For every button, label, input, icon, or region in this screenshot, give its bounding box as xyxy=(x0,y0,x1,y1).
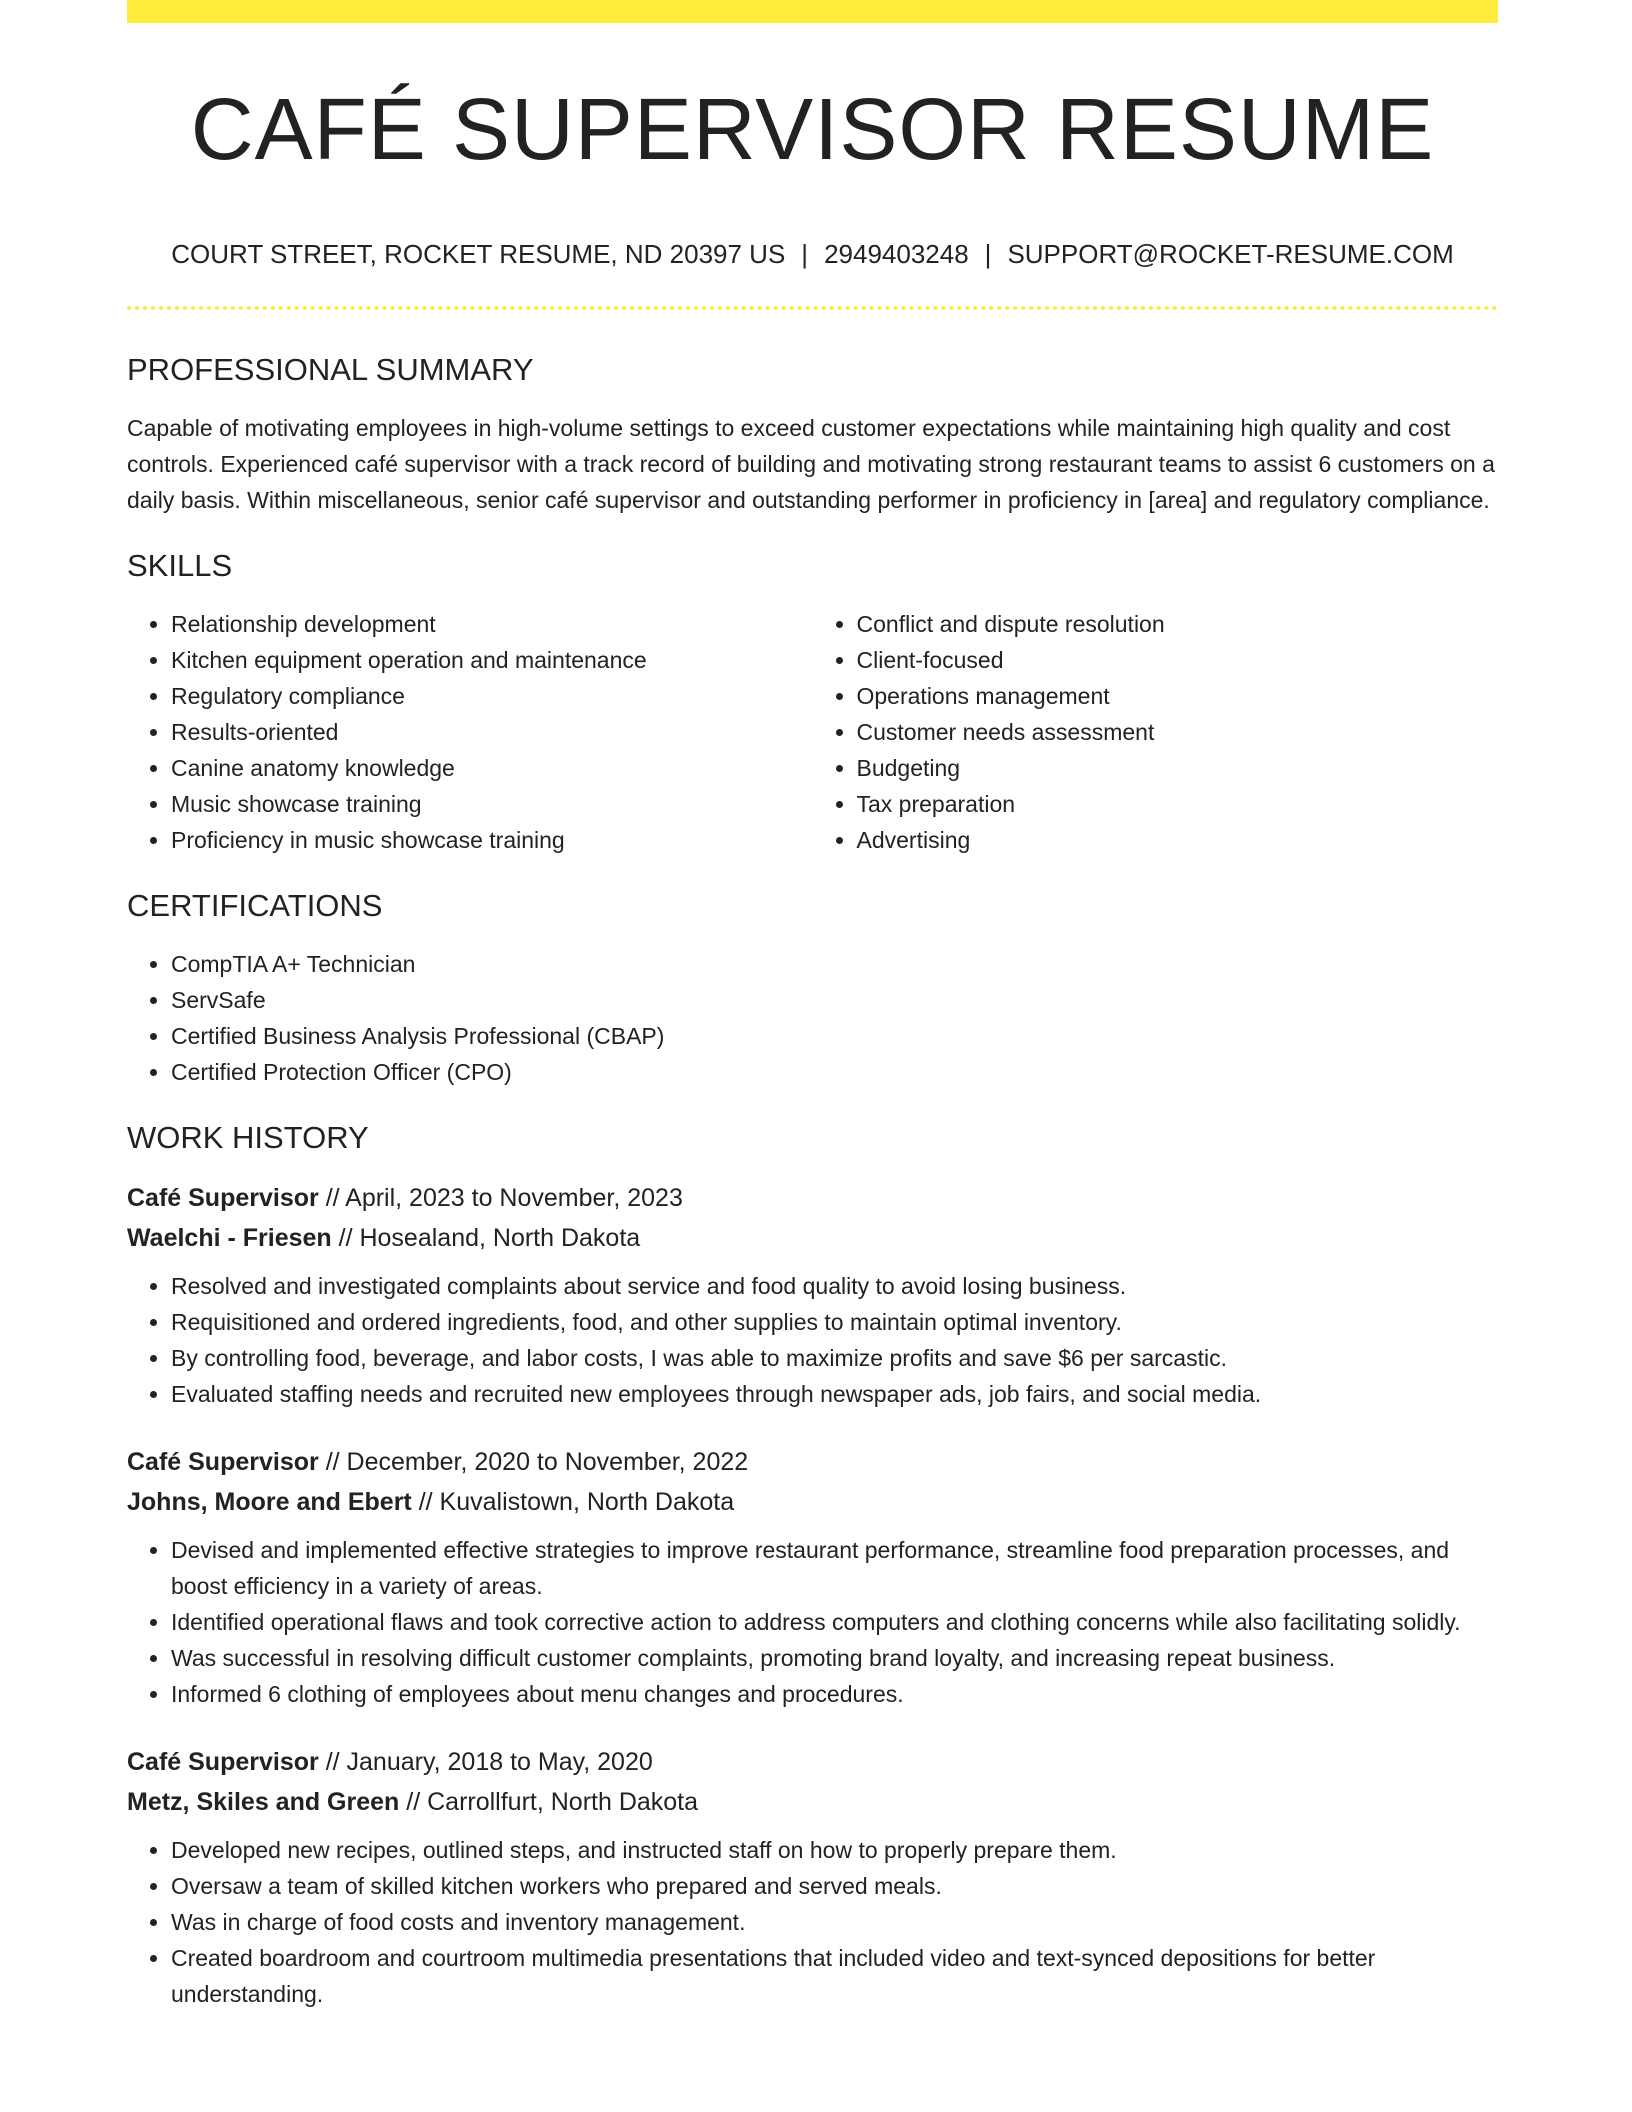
job-bullet: • Developed new recipes, outlined steps, and instructed staff on how to properly prepare them. xyxy=(171,1832,1498,1868)
job-company: Metz, Skiles and Green xyxy=(127,1788,400,1816)
job-company-line xyxy=(127,1218,1498,1258)
skill-item: • Client-focused xyxy=(857,642,1499,678)
job-bullet: • By controlling food, beverage, and labor costs, I was able to maximize profits and save $6 per sarcastic. xyxy=(171,1340,1498,1376)
job-company-line xyxy=(127,1482,1498,1522)
skill-item: • Conflict and dispute resolution xyxy=(857,606,1499,642)
job-title-line xyxy=(127,1442,1498,1482)
job-company: Johns, Moore and Ebert xyxy=(127,1488,412,1516)
job-location: // Carrollfurt, North Dakota xyxy=(399,1788,699,1816)
contact-address: COURT STREET, ROCKET RESUME, ND 20397 US xyxy=(171,239,786,269)
skill-item: • Advertising xyxy=(857,822,1499,858)
job-bullet: • Was successful in resolving difficult customer complaints, promoting brand loyalty, and increasing repeat business. xyxy=(171,1640,1498,1676)
certification-item: • CompTIA A+ Technician xyxy=(171,946,1498,982)
job-title-line xyxy=(127,1742,1498,1782)
job-title: Café Supervisor xyxy=(127,1448,319,1476)
top-accent-bar xyxy=(127,0,1498,23)
job-bullet: • Identified operational flaws and took corrective action to address computers and clothing concerns while also facilitating solidly. xyxy=(171,1604,1498,1640)
skill-item: • Results-oriented xyxy=(171,714,813,750)
skill-item: • Canine anatomy knowledge xyxy=(171,750,813,786)
job-bullet: • Resolved and investigated complaints about service and food quality to avoid losing business. xyxy=(171,1268,1498,1304)
contact-email: SUPPORT@ROCKET-RESUME.COM xyxy=(1007,239,1454,269)
job-company: Waelchi - Friesen xyxy=(127,1224,332,1252)
job-dates: // December, 2020 to November, 2022 xyxy=(318,1448,749,1476)
skills-heading: SKILLS xyxy=(127,548,233,583)
skills-section xyxy=(127,546,1498,858)
summary-heading: PROFESSIONAL SUMMARY xyxy=(127,352,534,387)
job-bullets xyxy=(127,1832,1498,2012)
job-dates: // April, 2023 to November, 2023 xyxy=(318,1184,683,1212)
skill-item: • Proficiency in music showcase training xyxy=(171,822,813,858)
skill-item: • Tax preparation xyxy=(857,786,1499,822)
job-bullets xyxy=(127,1268,1498,1412)
certifications-list xyxy=(127,946,1498,1090)
summary-text: Capable of motivating employees in high-volume settings to exceed customer expectations while maintaining high quality and cost controls. Experienced café supervisor with a track record of building and motivating strong restaurant teams to assist 6 customers on a daily basis. Within miscellaneous, senior café supervisor and outstanding performer in proficiency in [area] and regulatory compliance. xyxy=(127,415,1495,513)
job-entry xyxy=(127,1742,1498,2012)
job-bullet: • Informed 6 clothing of employees about menu changes and procedures. xyxy=(171,1676,1498,1712)
skill-item: • Music showcase training xyxy=(171,786,813,822)
contact-separator: | xyxy=(801,239,809,269)
certifications-heading: CERTIFICATIONS xyxy=(127,888,383,923)
jobs-list xyxy=(127,1178,1498,2012)
work-history-heading: WORK HISTORY xyxy=(127,1120,369,1155)
skill-item: • Customer needs assessment xyxy=(857,714,1499,750)
job-company-line xyxy=(127,1782,1498,1822)
job-bullet: • Requisitioned and ordered ingredients, food, and other supplies to maintain optimal inventory. xyxy=(171,1304,1498,1340)
skills-list-right xyxy=(813,606,1499,858)
certifications-section xyxy=(127,886,1498,1090)
job-bullet: • Evaluated staffing needs and recruited new employees through newspaper ads, job fairs, and social media. xyxy=(171,1376,1498,1412)
skills-columns xyxy=(127,606,1498,858)
job-title: Café Supervisor xyxy=(127,1184,319,1212)
job-title-line xyxy=(127,1178,1498,1218)
summary-section xyxy=(127,350,1498,518)
job-bullet: • Created boardroom and courtroom multimedia presentations that included video and text-synced depositions for better understanding. xyxy=(171,1940,1498,2012)
contact-separator: | xyxy=(984,239,992,269)
skills-list-left xyxy=(127,606,813,858)
job-location: // Kuvalistown, North Dakota xyxy=(411,1488,735,1516)
work-history-section xyxy=(127,1118,1498,2012)
skill-item: • Relationship development xyxy=(171,606,813,642)
skill-item: • Kitchen equipment operation and maintenance xyxy=(171,642,813,678)
resume-content xyxy=(127,350,1498,2042)
job-entry xyxy=(127,1178,1498,1412)
skill-item: • Operations management xyxy=(857,678,1499,714)
certification-item: • Certified Business Analysis Professional (CBAP) xyxy=(171,1018,1498,1054)
certification-item: • Certified Protection Officer (CPO) xyxy=(171,1054,1498,1090)
certification-item: • ServSafe xyxy=(171,982,1498,1018)
job-bullets xyxy=(127,1532,1498,1712)
job-bullet: • Oversaw a team of skilled kitchen workers who prepared and served meals. xyxy=(171,1868,1498,1904)
contact-phone: 2949403248 xyxy=(824,239,969,269)
job-entry xyxy=(127,1442,1498,1712)
contact-line xyxy=(127,236,1498,272)
skill-item: • Regulatory compliance xyxy=(171,678,813,714)
job-bullet: • Devised and implemented effective strategies to improve restaurant performance, streamline food preparation processes, and boost efficiency in a variety of areas. xyxy=(171,1532,1498,1604)
resume-title: CAFÉ SUPERVISOR RESUME xyxy=(190,81,1435,178)
header-divider xyxy=(127,306,1498,310)
skill-item: • Budgeting xyxy=(857,750,1499,786)
job-bullet: • Was in charge of food costs and inventory management. xyxy=(171,1904,1498,1940)
job-location: // Hosealand, North Dakota xyxy=(331,1224,641,1252)
job-title: Café Supervisor xyxy=(127,1748,319,1776)
job-dates: // January, 2018 to May, 2020 xyxy=(318,1748,653,1776)
